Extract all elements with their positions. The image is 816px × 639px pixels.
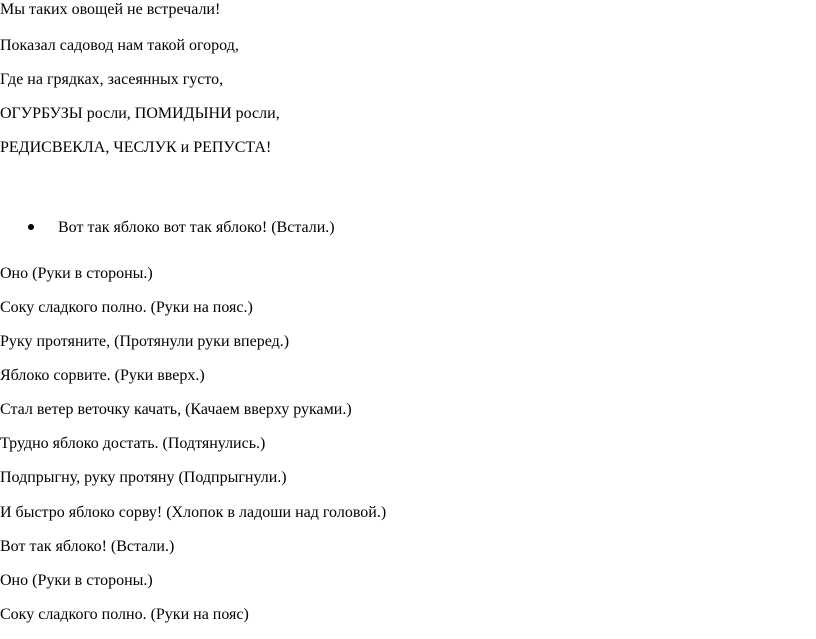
- exercise-line: Оно (Руки в стороны.): [0, 572, 153, 589]
- exercise-line: Подпрыгну, руку протяну (Подпрыгнули.): [0, 469, 287, 486]
- exercise-line: Яблоко сорвите. (Руки вверх.): [0, 367, 205, 384]
- exercise-line: Руку протяните, (Протянули руки вперед.): [0, 333, 290, 350]
- poem-line: Где на грядках, засеянных густо,: [0, 71, 224, 88]
- exercise-line: Вот так яблоко! (Встали.): [0, 538, 175, 555]
- exercise-line: Оно (Руки в стороны.): [0, 265, 153, 282]
- exercise-line: Соку сладкого полно. (Руки на пояс.): [0, 299, 253, 316]
- bullet-item: [28, 218, 335, 238]
- poem-line: Мы таких овощей не встречали!: [0, 1, 221, 18]
- poem-line: Показал садовод нам такой огород,: [0, 37, 239, 54]
- exercise-line: И быстро яблоко сорву! (Хлопок в ладоши над головой.): [0, 504, 387, 521]
- exercise-line: Трудно яблоко достать. (Подтянулись.): [0, 435, 266, 452]
- bullet-text: Вот так яблоко вот так яблоко! (Встали.): [58, 219, 335, 236]
- bullet-icon: [28, 224, 34, 230]
- exercise-line: Стал ветер веточку качать, (Качаем вверху руками.): [0, 401, 352, 418]
- poem-line: ОГУРБУЗЫ росли, ПОМИДЫНИ росли,: [0, 105, 280, 122]
- exercise-line: Соку сладкого полно. (Руки на пояс): [0, 606, 249, 623]
- poem-line: РЕДИСВЕКЛА, ЧЕСЛУК и РЕПУСТА!: [0, 139, 272, 156]
